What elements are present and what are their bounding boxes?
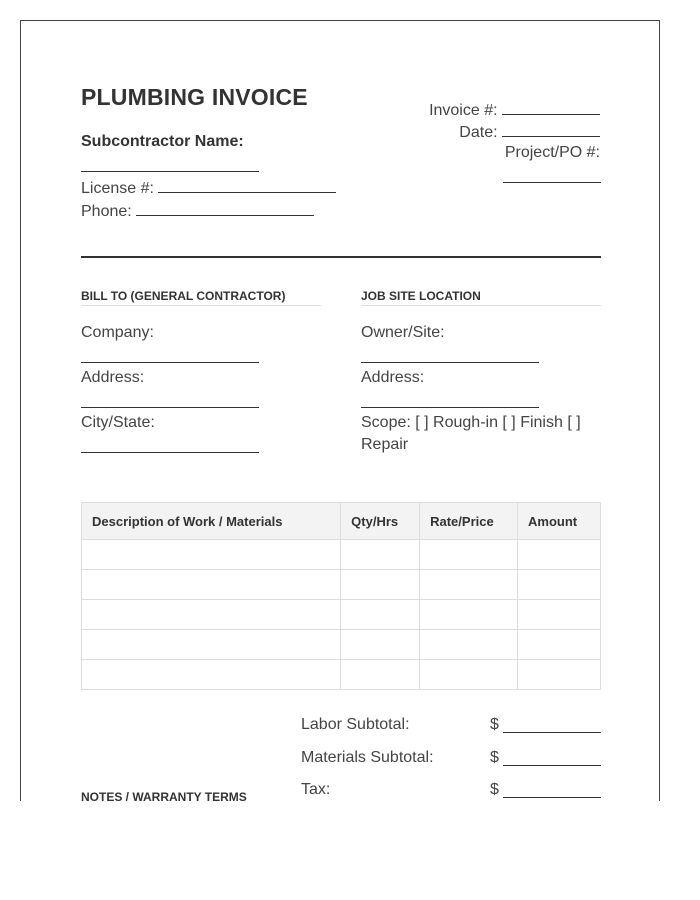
date-label: Date: xyxy=(459,124,498,141)
col-header-rate-price: Rate/Price xyxy=(420,503,518,540)
bill-to-company-label: Company: xyxy=(81,324,154,341)
col-header-description: Description of Work / Materials xyxy=(82,503,341,540)
table-cell-description[interactable] xyxy=(82,630,341,660)
job-site-owner-label: Owner/Site: xyxy=(361,324,445,341)
tax-label: Tax: xyxy=(301,781,331,798)
table-cell-description[interactable] xyxy=(82,600,341,630)
job-site-address-line[interactable] xyxy=(361,407,539,408)
table-row xyxy=(82,570,601,600)
license-field xyxy=(81,177,336,198)
table-cell-qty[interactable] xyxy=(341,570,420,600)
table-row xyxy=(82,630,601,660)
table-cell-rate[interactable] xyxy=(420,630,518,660)
labor-subtotal-label: Labor Subtotal: xyxy=(301,716,410,733)
labor-subtotal-line[interactable] xyxy=(503,732,601,733)
invoice-title: PLUMBING INVOICE xyxy=(81,84,308,110)
bill-to-city-state-line[interactable] xyxy=(81,452,259,453)
project-po-label: Project/PO #: xyxy=(504,144,600,161)
job-site-scope-line1: Scope: [ ] Rough-in [ ] Finish [ ] xyxy=(361,414,581,431)
subcontractor-name-label: Subcontractor Name: xyxy=(81,133,244,150)
header-divider xyxy=(81,256,601,258)
license-label: License #: xyxy=(81,180,154,197)
date-field xyxy=(459,121,600,142)
table-row xyxy=(82,660,601,690)
table-cell-amount[interactable] xyxy=(518,600,601,630)
job-site-owner-line[interactable] xyxy=(361,362,539,363)
items-table-header-row xyxy=(82,503,601,540)
items-table xyxy=(81,502,601,690)
table-row xyxy=(82,540,601,570)
table-cell-rate[interactable] xyxy=(420,540,518,570)
table-cell-rate[interactable] xyxy=(420,600,518,630)
table-cell-rate[interactable] xyxy=(420,570,518,600)
bill-to-address-label: Address: xyxy=(81,369,145,386)
table-cell-amount[interactable] xyxy=(518,660,601,690)
bill-to-city-state-label: City/State: xyxy=(81,414,155,431)
table-cell-description[interactable] xyxy=(82,570,341,600)
invoice-number-label: Invoice #: xyxy=(429,102,498,119)
job-site-address-label: Address: xyxy=(361,369,425,386)
date-line[interactable] xyxy=(502,121,600,137)
table-cell-qty[interactable] xyxy=(341,660,420,690)
materials-subtotal-line[interactable] xyxy=(503,765,601,766)
phone-field xyxy=(81,200,314,221)
table-cell-qty[interactable] xyxy=(341,600,420,630)
materials-subtotal-currency: $ xyxy=(490,749,499,766)
table-cell-qty[interactable] xyxy=(341,630,420,660)
table-cell-description[interactable] xyxy=(82,660,341,690)
table-cell-qty[interactable] xyxy=(341,540,420,570)
notes-heading: NOTES / WARRANTY TERMS xyxy=(81,790,247,801)
phone-label: Phone: xyxy=(81,203,132,220)
tax-currency: $ xyxy=(490,781,499,798)
table-cell-amount[interactable] xyxy=(518,540,601,570)
col-header-amount: Amount xyxy=(518,503,601,540)
project-po-line[interactable] xyxy=(503,182,601,183)
table-cell-amount[interactable] xyxy=(518,570,601,600)
job-site-scope-line2: Repair xyxy=(361,436,409,453)
bill-to-heading: BILL TO (GENERAL CONTRACTOR) xyxy=(81,289,321,306)
table-cell-rate[interactable] xyxy=(420,660,518,690)
bill-to-address-line[interactable] xyxy=(81,407,259,408)
bill-to-company-line[interactable] xyxy=(81,362,259,363)
labor-subtotal-currency: $ xyxy=(490,716,499,733)
col-header-qty-hrs: Qty/Hrs xyxy=(341,503,420,540)
license-line[interactable] xyxy=(158,177,336,193)
job-site-heading: JOB SITE LOCATION xyxy=(361,289,601,306)
table-row xyxy=(82,600,601,630)
table-cell-amount[interactable] xyxy=(518,630,601,660)
subcontractor-name-line[interactable] xyxy=(81,171,259,172)
table-cell-description[interactable] xyxy=(82,540,341,570)
tax-line[interactable] xyxy=(503,797,601,798)
invoice-number-field xyxy=(429,99,600,120)
invoice-number-line[interactable] xyxy=(502,99,600,115)
phone-line[interactable] xyxy=(136,200,314,216)
materials-subtotal-label: Materials Subtotal: xyxy=(301,749,434,766)
invoice-page xyxy=(20,20,660,801)
